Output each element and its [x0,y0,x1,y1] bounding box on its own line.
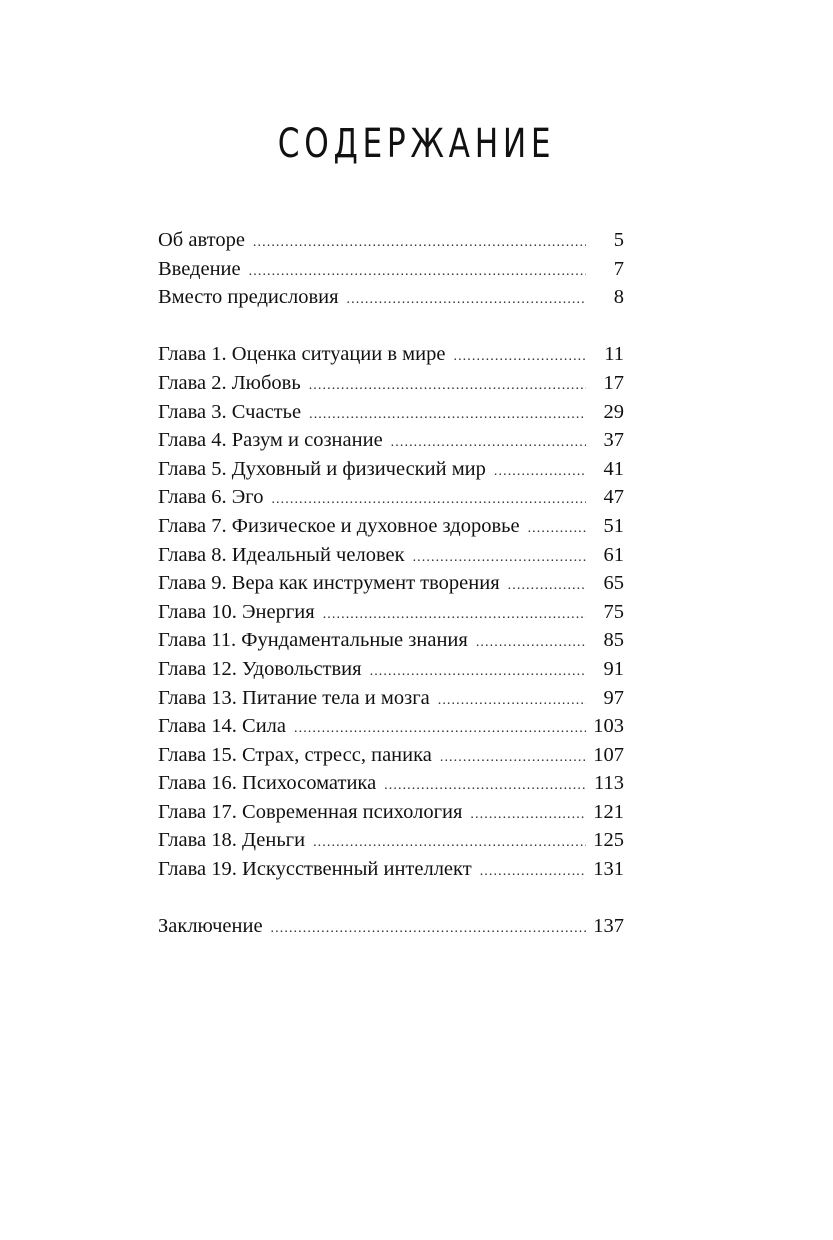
toc-entry-label: Глава 19. Искусственный интеллект [158,858,472,881]
toc-entry-page: 97 [603,686,624,709]
dot-leader [476,629,586,658]
dot-leader [438,687,586,716]
toc-entry[interactable] [158,426,624,455]
toc-entry-page: 51 [603,514,624,537]
toc-entry-label: Глава 12. Удовольствия [158,657,362,680]
toc-entry-label: Глава 3. Счастье [158,400,302,423]
toc-entry-page: 37 [603,429,624,452]
toc-entry[interactable] [158,569,624,598]
toc-entry[interactable] [158,712,624,741]
dot-leader [313,829,586,858]
toc-entry-label: Глава 15. Страх, стресс, паника [158,743,432,766]
toc-entry-label: Глава 17. Современная психология [158,800,463,823]
toc-entry-label: Глава 13. Питание тела и мозга [158,686,430,709]
toc-entry-label: Глава 11. Фундаментальные знания [158,629,468,652]
toc-entry[interactable] [158,855,624,884]
toc-entry-page: 131 [593,858,624,881]
dot-leader [453,343,586,372]
toc-entry[interactable] [158,741,624,770]
toc-entry-page: 47 [603,486,624,509]
dot-leader [249,258,586,287]
toc-entry-label: Глава 14. Сила [158,715,286,738]
toc-entry-page: 137 [593,915,624,938]
toc-entry[interactable] [158,512,624,541]
page-title: СОДЕРЖАНИЕ [277,121,556,167]
dot-leader [271,486,586,515]
toc-entry-label: Глава 1. Оценка ситуации в мире [158,343,446,366]
dot-leader [470,801,586,830]
toc-entry-page: 7 [613,257,624,280]
toc-entry-label: Вместо предисловия [158,286,339,309]
toc-entry-page: 103 [593,715,624,738]
toc-entry[interactable] [158,483,624,512]
toc-entry-label: Глава 7. Физическое и духовное здоровье [158,514,520,537]
toc-entry-page: 11 [604,343,624,366]
toc-entry-label: Глава 9. Вера как инструмент творения [158,572,500,595]
toc-entry-page: 41 [603,457,624,480]
dot-leader [271,915,586,944]
toc-entry[interactable] [158,283,624,312]
toc-entry-label: Введение [158,257,241,280]
toc-entry[interactable] [158,826,624,855]
dot-leader [384,772,586,801]
toc-entry[interactable] [158,398,624,427]
toc-entry[interactable] [158,340,624,369]
toc-entry[interactable] [158,769,624,798]
toc-entry-page: 85 [603,629,624,652]
dot-leader [253,229,586,258]
toc-entry-label: Заключение [158,915,263,938]
toc-entry-page: 65 [603,572,624,595]
toc-entry-page: 29 [603,400,624,423]
toc-entry[interactable] [158,598,624,627]
toc-entry-label: Глава 5. Духовный и физический мир [158,457,486,480]
toc-entry-label: Глава 10. Энергия [158,600,315,623]
dot-leader [480,858,586,887]
dot-leader [309,372,586,401]
toc-entry-page: 61 [603,543,624,566]
table-of-contents [158,226,624,941]
toc-entry[interactable] [158,369,624,398]
toc-entry-label: Глава 2. Любовь [158,371,301,394]
dot-leader [528,515,586,544]
dot-leader [440,744,586,773]
dot-leader [323,601,586,630]
toc-entry-label: Глава 8. Идеальный человек [158,543,405,566]
toc-entry[interactable] [158,684,624,713]
dot-leader [508,572,586,601]
toc-entry[interactable] [158,541,624,570]
toc-entry-label: Глава 16. Психосоматика [158,772,377,795]
back-matter-list [158,912,624,941]
dot-leader [391,429,586,458]
toc-entry-page: 5 [613,229,624,251]
toc-entry-page: 121 [593,800,624,823]
toc-entry[interactable] [158,226,624,255]
toc-entry[interactable] [158,798,624,827]
toc-entry[interactable] [158,626,624,655]
toc-entry[interactable] [158,912,624,941]
dot-leader [347,286,586,315]
toc-entry[interactable] [158,255,624,284]
toc-entry-page: 17 [603,371,624,394]
dot-leader [294,715,586,744]
toc-entry-page: 113 [594,772,624,795]
toc-entry-page: 125 [593,829,624,852]
dot-leader [370,658,586,687]
dot-leader [494,458,586,487]
toc-entry-page: 91 [603,657,624,680]
dot-leader [413,544,586,573]
toc-entry[interactable] [158,455,624,484]
toc-entry-label: Глава 6. Эго [158,486,264,509]
toc-entry[interactable] [158,655,624,684]
toc-entry-label: Об авторе [158,229,245,251]
dot-leader [309,401,586,430]
toc-entry-page: 75 [603,600,624,623]
chapters-list [158,340,624,883]
toc-entry-label: Глава 4. Разум и сознание [158,429,383,452]
toc-entry-label: Глава 18. Деньги [158,829,306,852]
front-matter-list [158,226,624,312]
toc-entry-page: 8 [613,286,624,309]
toc-entry-page: 107 [593,743,624,766]
